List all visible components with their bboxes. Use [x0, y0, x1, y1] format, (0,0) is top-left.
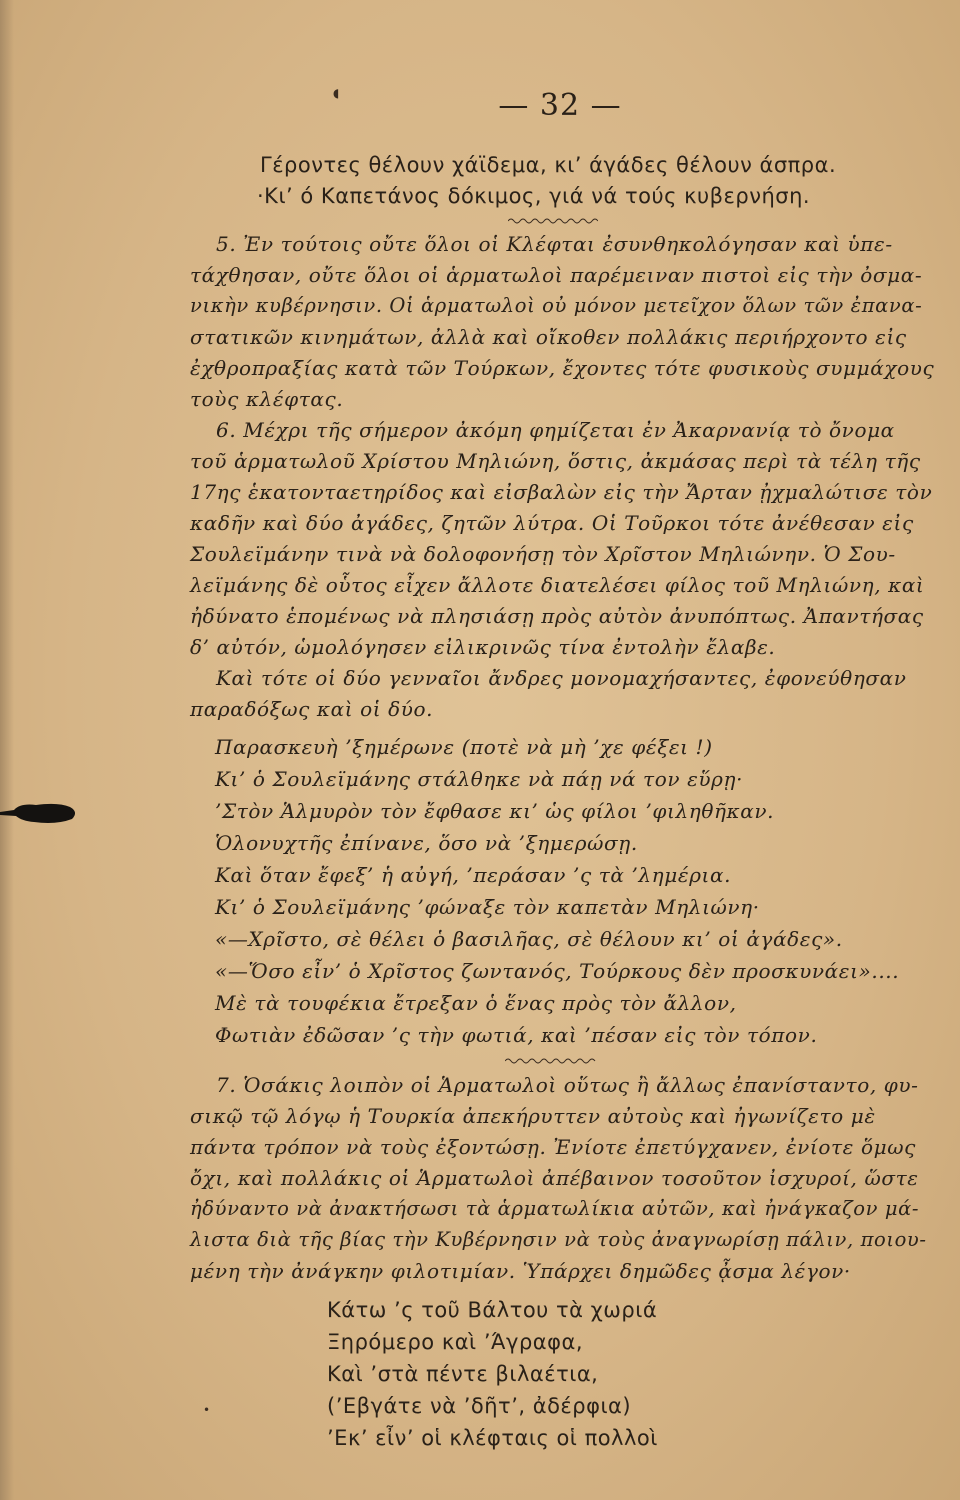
paragraph-line: 17ης ἑκατονταετηρίδος καὶ εἰσβαλὼν εἰς τὴν Ἄρταν ᾐχμαλώτισε τὸν: [190, 480, 933, 504]
poem-line: Καὶ ὅταν ἔφεξ’ ἡ αὐγή, ’περάσαν ’ς τὰ ’λημέρια.: [215, 863, 732, 887]
poem-line: ’Στὸν Ἁλμυρὸν τὸν ἔφθασε κι’ ὡς φίλοι ’φιληθῆκαν.: [215, 799, 775, 823]
paragraph-line: στατικῶν κινημάτων, ἀλλὰ καὶ οἴκοθεν πολλάκις περιήρχοντο εἰς: [190, 325, 907, 349]
paragraph-line: πάντα τρόπον νὰ τοὺς ἐξοντώσῃ. Ἐνίοτε ἐπετύγχανεν, ἐνίοτε ὅμως: [190, 1135, 916, 1159]
paragraph-line: λιστα διὰ τῆς βίας τὴν Κυβέρνησιν νὰ τοὺς ἀναγνωρίσῃ πάλιν, ποιου-: [190, 1228, 927, 1251]
paragraph-line: ἠδύναντο νὰ ἀνακτήσωσι τὰ ἁρματωλίκια αὐτῶν, καὶ ἠνάγκαζον μά-: [190, 1197, 920, 1220]
paragraph-line: μένη τὴν ἀνάγκην φιλοτιμίαν. Ὑπάρχει δημῶδες ᾆσμα λέγον·: [190, 1259, 851, 1283]
song-line: ’Εκ’ εἶν’ οἱ κλέφταις οἱ πολλοὶ: [327, 1426, 658, 1450]
poem-line: Κι’ ὁ Σουλεϊμάνης στάλθηκε νὰ πάῃ νά τον εὕρῃ·: [215, 767, 744, 791]
paragraph-line: τοὺς κλέφτας.: [190, 387, 344, 411]
paragraph-line: παραδόξως καὶ οἱ δύο.: [190, 697, 434, 721]
poem-line: «—Ὅσο εἶν’ ὁ Χρῖστος ζωντανός, Τούρκους δὲν προσκυνάει»....: [215, 959, 900, 983]
wavy-divider: [505, 1057, 597, 1065]
song-line: Ξηρόμερο καὶ ’Άγραφα,: [327, 1330, 584, 1354]
paragraph-line: ἠδύνατο ἑπομένως νὰ πλησιάσῃ πρὸς αὐτὸν ἀνυπόπτως. Ἀπαντήσας: [190, 604, 924, 628]
song-line: (’Εβγάτε νὰ ’δῆτ’, ἀδέρφια): [327, 1394, 632, 1418]
ink-blot: [0, 800, 80, 826]
paragraph-line: τοῦ ἁρματωλοῦ Χρίστου Μηλιώνη, ὅστις, ἀκμάσας περὶ τὰ τέλη τῆς: [190, 449, 921, 473]
poem-line: Παρασκευὴ ’ξημέρωνε (ποτὲ νὰ μὴ ’χε φέξει !): [215, 735, 713, 759]
poem-line: Μὲ τὰ τουφέκια ἔτρεξαν ὁ ἕνας πρὸς τὸν ἄλλον,: [215, 991, 737, 1015]
stray-dot: •: [203, 1403, 211, 1417]
paragraph-line: 6. Μέχρι τῆς σήμερον ἀκόμη φημίζεται ἐν Ἀκαρνανίᾳ τὸ ὄνομα: [216, 418, 895, 442]
verse-line: Γέροντες θέλουν χάϊδεμα, κι’ άγάδες θέλουν άσπρα.: [260, 153, 837, 177]
paragraph-line: ἐχθροπραξίας κατὰ τῶν Τούρκων, ἔχοντες τότε φυσικοὺς συμμάχους: [190, 356, 935, 380]
stray-mark: ◖: [333, 86, 340, 100]
paragraph-line: καδῆν καὶ δύο ἀγάδες, ζητῶν λύτρα. Οἱ Τοῦρκοι τότε ἀνέθεσαν εἰς: [190, 511, 914, 535]
page-number: — 32 —: [498, 88, 622, 123]
poem-line: Ὁλονυχτῆς ἐπίνανε, ὅσο νὰ ’ξημερώσῃ.: [215, 831, 638, 855]
paragraph-line: Καὶ τότε οἱ δύο γενναῖοι ἄνδρες μονομαχήσαντες, ἐφονεύθησαν: [216, 666, 907, 690]
paragraph-line: ὄχι, καὶ πολλάκις οἱ Ἁρματωλοὶ ἀπέβαινον τοσοῦτον ἰσχυροί, ὥστε: [190, 1166, 919, 1190]
poem-line: «—Χρῖστο, σὲ θέλει ὁ βασιλῆας, σὲ θέλουν κι’ οἱ ἀγάδες».: [215, 927, 843, 951]
poem-line: Φωτιὰν ἐδῶσαν ’ς τὴν φωτιά, καὶ ’πέσαν εἰς τὸν τόπον.: [215, 1023, 818, 1047]
paragraph-line: νικὴν κυβέρνησιν. Οἱ ἁρματωλοὶ οὐ μόνον μετεῖχον ὅλων τῶν ἐπανα-: [190, 294, 923, 317]
paragraph-line: 5. Ἐν τούτοις οὔτε ὅλοι οἱ Κλέφται ἐσυνθηκολόγησαν καὶ ὑπε-: [216, 232, 893, 256]
paragraph-line: τάχθησαν, οὔτε ὅλοι οἱ ἁρματωλοὶ παρέμειναν πιστοὶ εἰς τὴν ὀσμα-: [190, 263, 923, 287]
song-line: Κάτω ’ς τοῦ Βάλτου τὰ χωριά: [327, 1298, 658, 1322]
song-line: Καὶ ’στὰ πέντε βιλαέτια,: [327, 1362, 599, 1386]
paragraph-line: Σουλεϊμάνην τινὰ νὰ δολοφονήσῃ τὸν Χρῖστον Μηλιώνην. Ὁ Σου-: [190, 542, 896, 566]
poem-line: Κι’ ὁ Σουλεϊμάνης ’φώναξε τὸν καπετὰν Μηλιώνη·: [215, 895, 760, 919]
paragraph-line: σικῷ τῷ λόγῳ ἡ Τουρκία ἀπεκήρυττεν αὐτοὺς καὶ ἠγωνίζετο μὲ: [190, 1104, 876, 1128]
verse-line: ·Κι’ ό Καπετάνος δόκιμος, γιά νά τούς κυβερνήση.: [257, 184, 811, 208]
page-edge-shadow: [0, 0, 14, 1500]
paragraph-line: 7. Ὁσάκις λοιπὸν οἱ Ἁρματωλοὶ οὕτως ἢ ἄλλως ἐπανίσταντο, φυ-: [216, 1073, 919, 1097]
paragraph-line: λεϊμάνης δὲ οὗτος εἶχεν ἄλλοτε διατελέσει φίλος τοῦ Μηλιώνη, καὶ: [190, 573, 925, 597]
wavy-divider: [508, 217, 598, 225]
paragraph-line: δ’ αὐτόν, ὡμολόγησεν εἰλικρινῶς τίνα ἐντολὴν ἔλαβε.: [190, 635, 776, 659]
